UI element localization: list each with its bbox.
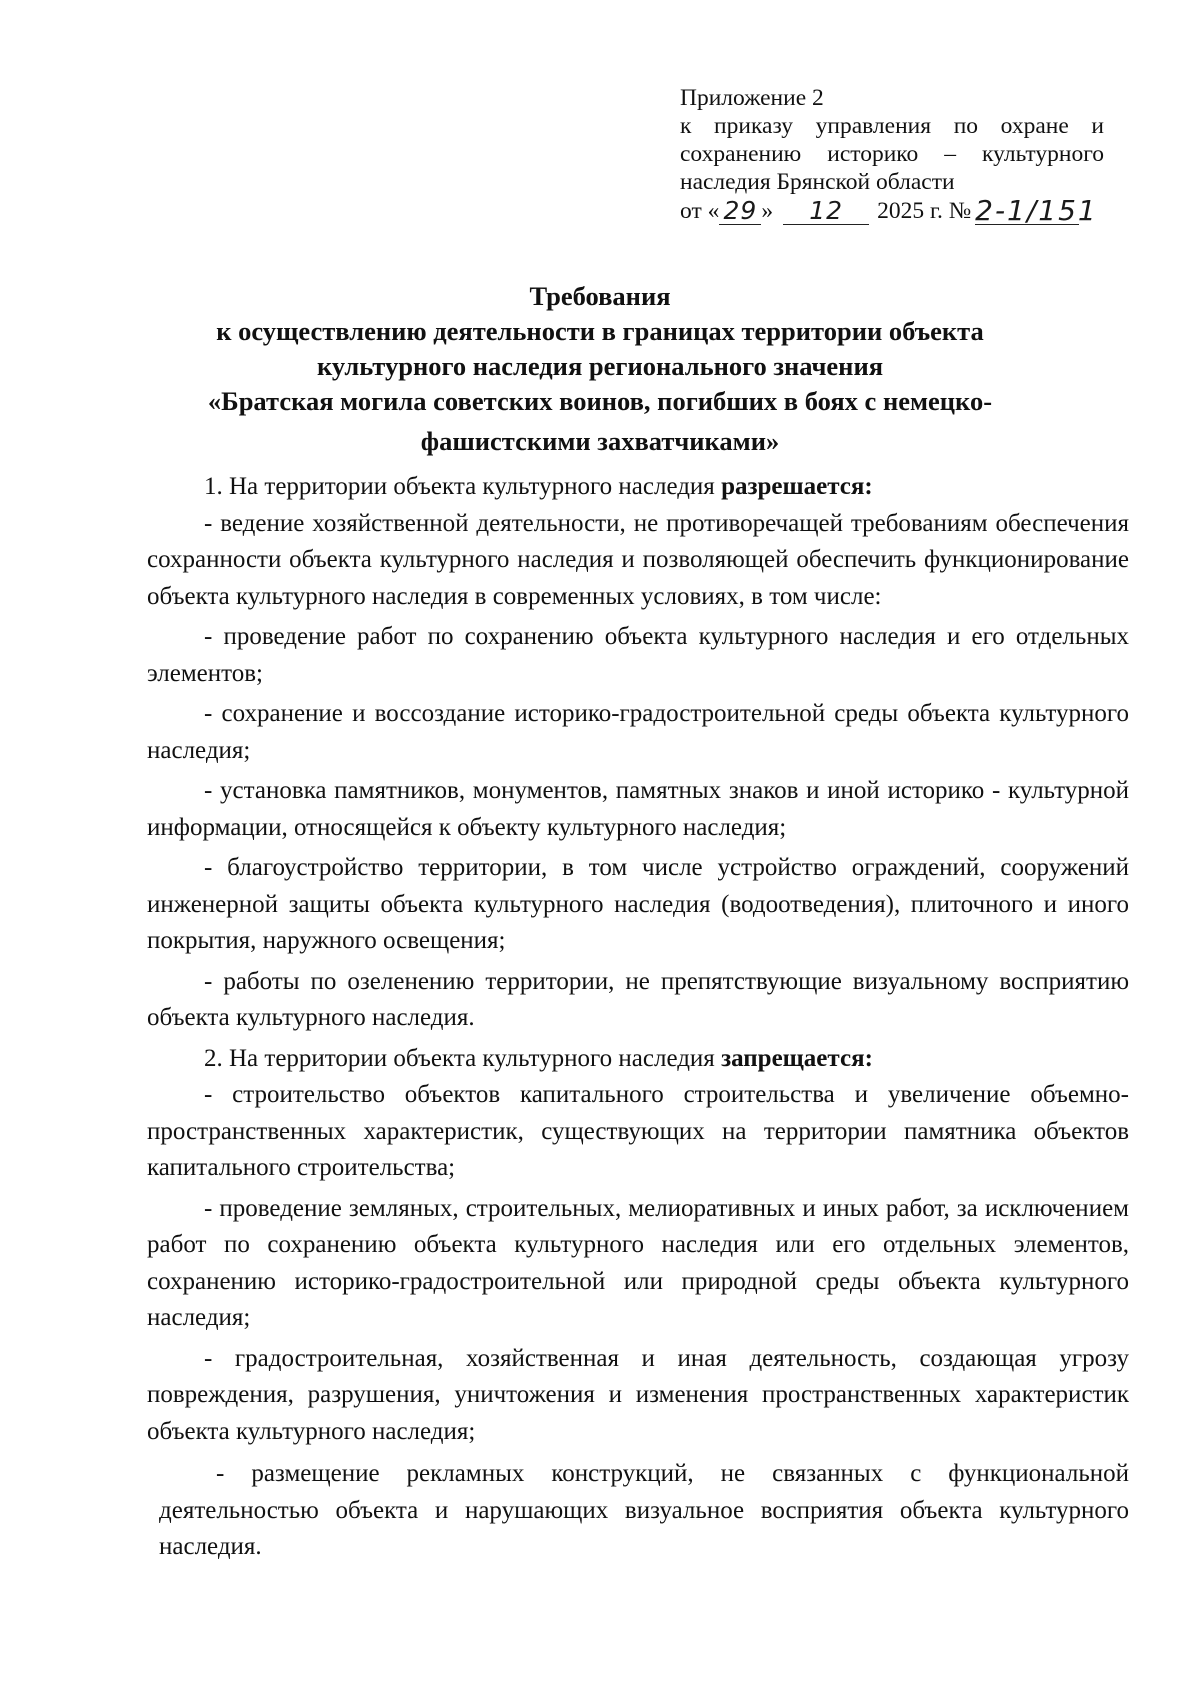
appendix-header	[680, 84, 1104, 225]
section-2-heading-bold: запрещается:	[721, 1044, 873, 1072]
appendix-order-line: к приказу управления по охране и	[680, 113, 1104, 139]
prohibited-item: - градостроительная, хозяйственная и иная деятельность, создающая угрозу повреждения, разрушения, уничтожения и изменения пространственных характеристик объекта культурного наследия;	[147, 1344, 1129, 1445]
permitted-item: - благоустройство территории, в том числе устройство ограждений, сооружений инженерной защиты объекта культурного наследия (водоотведения), плиточного и иного покрытия, наружного освещения;	[147, 854, 1129, 954]
title-line: культурного наследия регионального значения	[316, 351, 884, 381]
permitted-item: - работы по озеленению территории, не препятствующие визуальному восприятию объекта культурного наследия.	[147, 967, 1129, 1031]
permitted-item: - установка памятников, монументов, памятных знаков и иной историко - культурной информации, относящейся к объекту культурного наследия;	[147, 777, 1129, 841]
date-quote-close: »	[761, 198, 774, 224]
prohibited-item: - размещение рекламных конструкций, не связанных с функциональной деятельностью объекта и нарушающих визуальное восприятия объекта культурного наследия.	[159, 1460, 1129, 1560]
permitted-item: - проведение работ по сохранению объекта культурного наследия и его отдельных элементов;	[147, 623, 1129, 687]
section-1-heading-bold: разрешается:	[721, 473, 873, 500]
document-title	[140, 279, 1060, 459]
handwritten-day: 29	[719, 198, 761, 225]
handwritten-month: 12	[783, 198, 869, 225]
permitted-item: - ведение хозяйственной деятельности, не противоречащей требованиям обеспечения сохранности объекта культурного наследия и позволяющей обеспечить функционирование объекта культурного наследия в современных условиях, в том числе:	[147, 509, 1129, 610]
section-1-heading	[147, 469, 1129, 506]
title-main: Требования	[529, 281, 671, 311]
section-2-heading	[147, 1041, 1129, 1078]
prohibited-item: - строительство объектов капитального строительства и увеличение объемно-пространственных характеристик, существующих на территории памятника объектов капитального строительства;	[147, 1081, 1129, 1181]
appendix-date-line	[680, 194, 1104, 227]
title-line: «Братская могила советских воинов, погибших в боях с немецко-	[207, 386, 993, 416]
appendix-order-line: сохранению историко – культурного	[680, 141, 1104, 167]
title-line: к осуществлению деятельности в границах территории объекта	[216, 316, 984, 346]
title-line: фашистскими захватчиками»	[420, 426, 780, 456]
appendix-order-line: наследия Брянской области	[680, 169, 955, 195]
prohibited-item: - проведение земляных, строительных, мелиоративных и иных работ, за исключением работ по сохранению объекта культурного наследия или его отдельных элементов, сохранению историко-градостроительной или природной среды объекта культурного наследия;	[147, 1194, 1129, 1331]
date-prefix: от «	[680, 198, 720, 224]
permitted-item: - сохранение и воссоздание историко-градостроительной среды объекта культурного наследия;	[147, 700, 1129, 764]
section-2-heading-text: 2. На территории объекта культурного наследия	[204, 1044, 722, 1072]
date-year-number-label: 2025 г. №	[877, 198, 972, 224]
document-body	[147, 469, 1129, 1566]
section-1-heading-text: 1. На территории объекта культурного наследия	[204, 473, 722, 500]
handwritten-doc-number: 2-1/151	[975, 194, 1098, 227]
appendix-title: Приложение 2	[680, 85, 824, 111]
